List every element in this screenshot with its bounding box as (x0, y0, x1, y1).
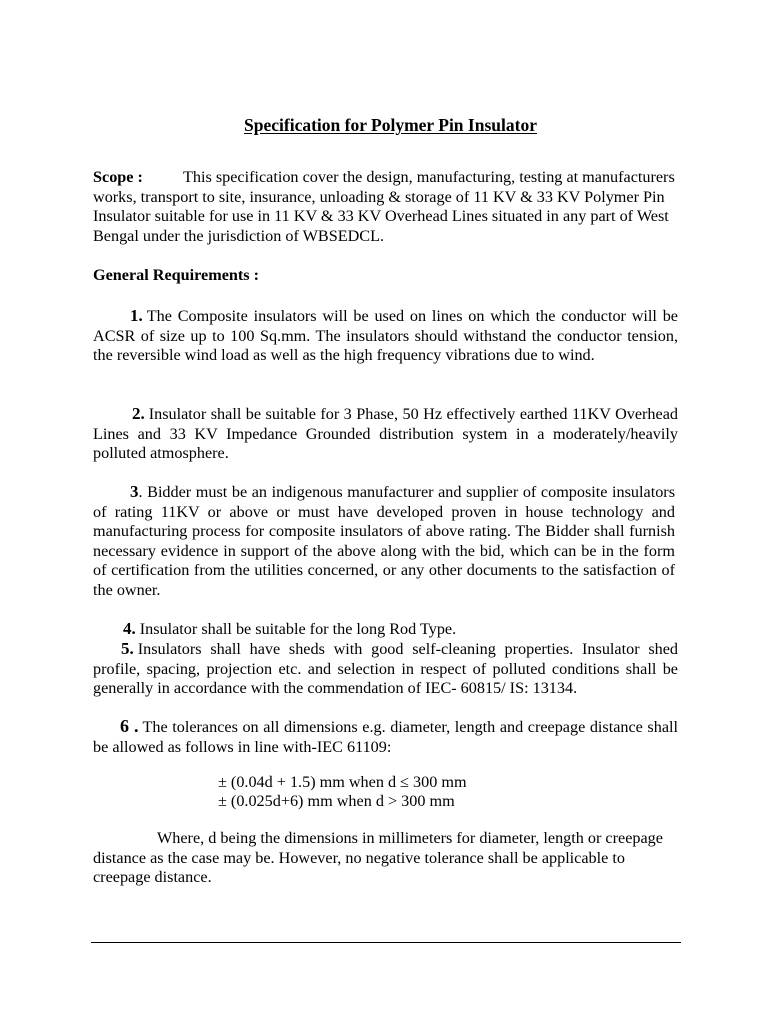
requirement-item-5 (93, 639, 678, 699)
tolerance-line-1: ± (0.04d + 1.5) mm when d ≤ 300 mm (218, 773, 467, 791)
item-text: The tolerances on all dimensions e.g. diameter, length and creepage distance shall be allowed as follows in line with-IEC 61109: (93, 718, 679, 756)
footer-divider (91, 942, 681, 943)
requirement-item-2 (93, 404, 678, 464)
item-text: . Bidder must be an indigenous manufacturer and supplier of composite insulators of rating 11KV or above or must have developed proven in house technology and manufacturing process for composite insulators of above rating. The Bidder shall furnish necessary evidence in support of the above along with the bid, which can be in the form of certification from the utilities concerned, or any other documents to the satisfaction of the owner. (93, 483, 675, 599)
tolerance-line-2: ± (0.025d+6) mm when d > 300 mm (218, 792, 455, 810)
scope-label: Scope : (93, 168, 143, 186)
item-number: 4. (123, 619, 136, 638)
item-number: 5. (121, 639, 134, 658)
item-number: 3 (130, 482, 139, 501)
item-number: 1. (130, 306, 143, 325)
item-text: Insulator shall be suitable for 3 Phase, 50 Hz effectively earthed 11KV Overhead Lines and 33 KV Impedance Grounded distribution system in a moderately/heavily polluted atmosphere. (93, 405, 678, 462)
item-text: Insulator shall be suitable for the long Rod Type. (139, 620, 457, 638)
item-text: Insulators shall have sheds with good self-cleaning properties. Insulator shed profile, spacing, projection etc. and selection in respect of polluted conditions shall be generally in accordance with the commendation of IEC- 60815/ IS: 13134. (93, 640, 678, 697)
where-note: Where, d being the dimensions in millimeters for diameter, length or creepage distance as the case may be. However, no negative tolerance shall be applicable to creepage distance. (93, 829, 663, 886)
item-number: 6 . (120, 716, 139, 736)
scope-paragraph (93, 168, 678, 246)
scope-text: This specification cover the design, manufacturing, testing at manufacturers works, transport to site, insurance, unloading & storage of 11 KV & 33 KV Polymer Pin Insulator suitable for use in 11 KV & 33 KV Overhead Lines situated in any part of West Bengal under the jurisdiction of WBSEDCL. (93, 168, 675, 245)
requirement-item-1 (93, 306, 678, 366)
item-text: The Composite insulators will be used on lines on which the conductor will be ACSR of size up to 100 Sq.mm. The insulators should withstand the conductor tension, the reversible wind load as well as the high frequency vibrations due to wind. (93, 307, 678, 364)
requirement-item-4 (93, 619, 678, 640)
requirement-item-3 (93, 482, 675, 600)
requirement-item-6 (93, 717, 678, 757)
item-number: 2. (132, 404, 145, 423)
general-requirements-heading: General Requirements : (93, 266, 260, 284)
document-title: Specification for Polymer Pin Insulator (244, 115, 537, 135)
